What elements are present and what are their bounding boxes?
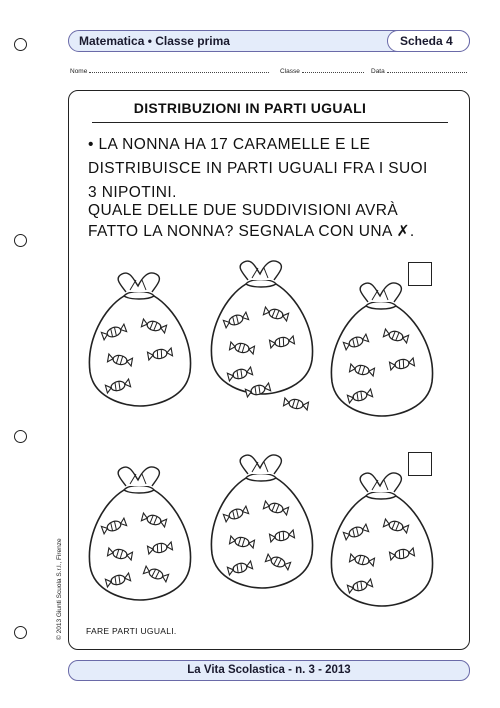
binder-hole-icon [14,430,27,443]
footer-bar: La Vita Scolastica - n. 3 - 2013 [68,660,470,681]
binder-hole-icon [14,626,27,639]
sheet-tab [387,30,470,52]
binder-hole-icon [14,38,27,51]
binder-hole-icon [14,234,27,247]
instruction-line-1: • LA NONNA HA 17 CARAMELLE E LE [88,136,371,153]
header-subject: Matematica • Classe prima [79,34,230,48]
candy-bag-icon [206,450,316,595]
title-underline [92,122,448,123]
candy-bag-icon [84,462,194,607]
instruction-line-5: FATTO LA NONNA? SEGNALA CON UNA ✗. [88,223,415,240]
instruction-line-3: 3 NIPOTINI. [88,184,177,201]
instruction-line-2: DISTRIBUISCE IN PARTI UGUALI FRA I SUOI [88,160,428,177]
sheet-number: Scheda 4 [400,34,453,48]
candy-bag-icon [326,278,436,423]
copyright-credit: © 2013 Giunti Scuola S.r.l., Firenze [56,538,63,640]
candy-icon [245,383,271,398]
class-field[interactable] [280,66,364,75]
exercise-title: DISTRIBUZIONI IN PARTI UGUALI [133,100,367,116]
footnote: FARE PARTI UGUALI. [86,626,177,636]
candy-icon [283,397,308,410]
date-field[interactable] [371,66,467,75]
date-label: Data [371,68,385,75]
instruction-line-4: QUALE DELLE DUE SUDDIVISIONI AVRÀ [88,202,399,219]
candy-bag-icon [84,268,194,413]
name-label: Nome [70,68,88,75]
name-field[interactable] [70,66,269,75]
leftover-candies [240,378,320,414]
class-label: Classe [280,68,300,75]
candy-bag-icon [326,468,436,613]
